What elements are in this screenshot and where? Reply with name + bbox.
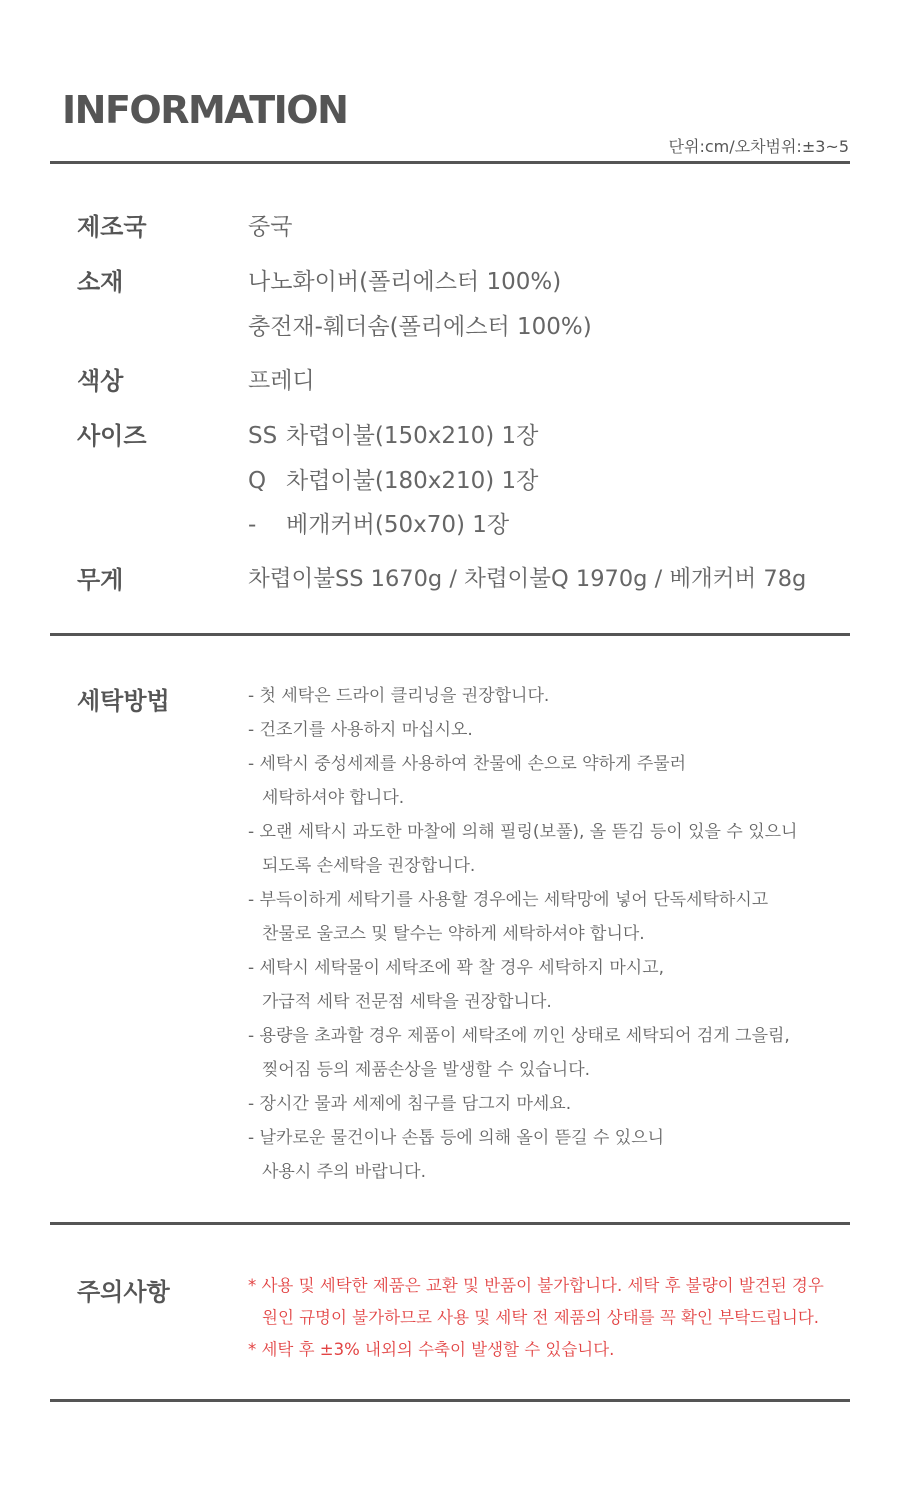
washing-line: - 건조기를 사용하지 마십시오.	[248, 720, 473, 740]
material-line: 충전재-훼더솜(폴리에스터 100%)	[248, 314, 592, 340]
material-label: 소재	[77, 268, 124, 296]
caution-line: 원인 규명이 불가하므로 사용 및 세탁 전 제품의 상태를 꼭 확인 부탁드립니다.	[262, 1308, 820, 1327]
washing-line: 세탁하셔야 합니다.	[262, 788, 405, 808]
washing-line: 찬물로 울코스 및 탈수는 약하게 세탁하셔야 합니다.	[262, 924, 645, 944]
unit-note: 단위:cm/오차범위:±3~5	[668, 137, 849, 156]
caution-label: 주의사항	[77, 1278, 170, 1306]
origin-label: 제조국	[77, 213, 147, 241]
size-label: 사이즈	[77, 422, 147, 450]
washing-line: - 세탁시 중성세제를 사용하여 찬물에 손으로 약하게 주물러	[248, 754, 687, 774]
divider-info	[50, 633, 850, 636]
page-title: INFORMATION	[62, 88, 348, 132]
material-line: 나노화이버(폴리에스터 100%)	[248, 269, 562, 295]
size-text: 베개커버(50x70) 1장	[286, 512, 510, 538]
divider-washing	[50, 1222, 850, 1225]
caution-line: * 세탁 후 ±3% 내외의 수축이 발생할 수 있습니다.	[248, 1340, 615, 1359]
size-code: Q	[248, 468, 267, 494]
size-code: SS	[248, 423, 278, 449]
caution-line: * 사용 및 세탁한 제품은 교환 및 반품이 불가합니다. 세탁 후 불량이 발견된 경우	[248, 1276, 824, 1295]
washing-line: 찢어짐 등의 제품손상을 발생할 수 있습니다.	[262, 1060, 591, 1080]
washing-line: - 날카로운 물건이나 손톱 등에 의해 올이 뜯길 수 있으니	[248, 1128, 665, 1148]
size-text: 차렵이불(180x210) 1장	[286, 468, 539, 494]
washing-line: - 세탁시 세탁물이 세탁조에 꽉 찰 경우 세탁하지 마시고,	[248, 958, 665, 978]
size-text: 차렵이불(150x210) 1장	[286, 423, 539, 449]
size-code: -	[248, 512, 257, 538]
washing-line: 되도록 손세탁을 권장합니다.	[262, 856, 476, 876]
washing-line: - 오랜 세탁시 과도한 마찰에 의해 필링(보풀), 올 뜯김 등이 있을 수 있으니	[248, 822, 798, 842]
size-line	[248, 462, 538, 495]
origin-value: 중국	[248, 214, 293, 240]
weight-value: 차렵이불SS 1670g / 차렵이불Q 1970g / 베개커버 78g	[248, 566, 807, 592]
washing-line: 사용시 주의 바랍니다.	[262, 1162, 427, 1182]
size-line	[248, 506, 509, 539]
washing-label: 세탁방법	[77, 687, 170, 715]
size-line	[248, 417, 538, 450]
divider-top	[50, 161, 850, 164]
weight-label: 무게	[77, 566, 124, 594]
washing-line: - 첫 세탁은 드라이 클리닝을 권장합니다.	[248, 686, 550, 706]
washing-line: - 용량을 초과할 경우 제품이 세탁조에 끼인 상태로 세탁되어 검게 그을림,	[248, 1026, 790, 1046]
washing-line: 가급적 세탁 전문점 세탁을 권장합니다.	[262, 992, 552, 1012]
washing-line: - 부득이하게 세탁기를 사용할 경우에는 세탁망에 넣어 단독세탁하시고	[248, 890, 769, 910]
color-value: 프레디	[248, 368, 315, 394]
divider-bottom	[50, 1399, 850, 1402]
washing-line: - 장시간 물과 세제에 침구를 담그지 마세요.	[248, 1094, 572, 1114]
color-label: 색상	[77, 367, 124, 395]
